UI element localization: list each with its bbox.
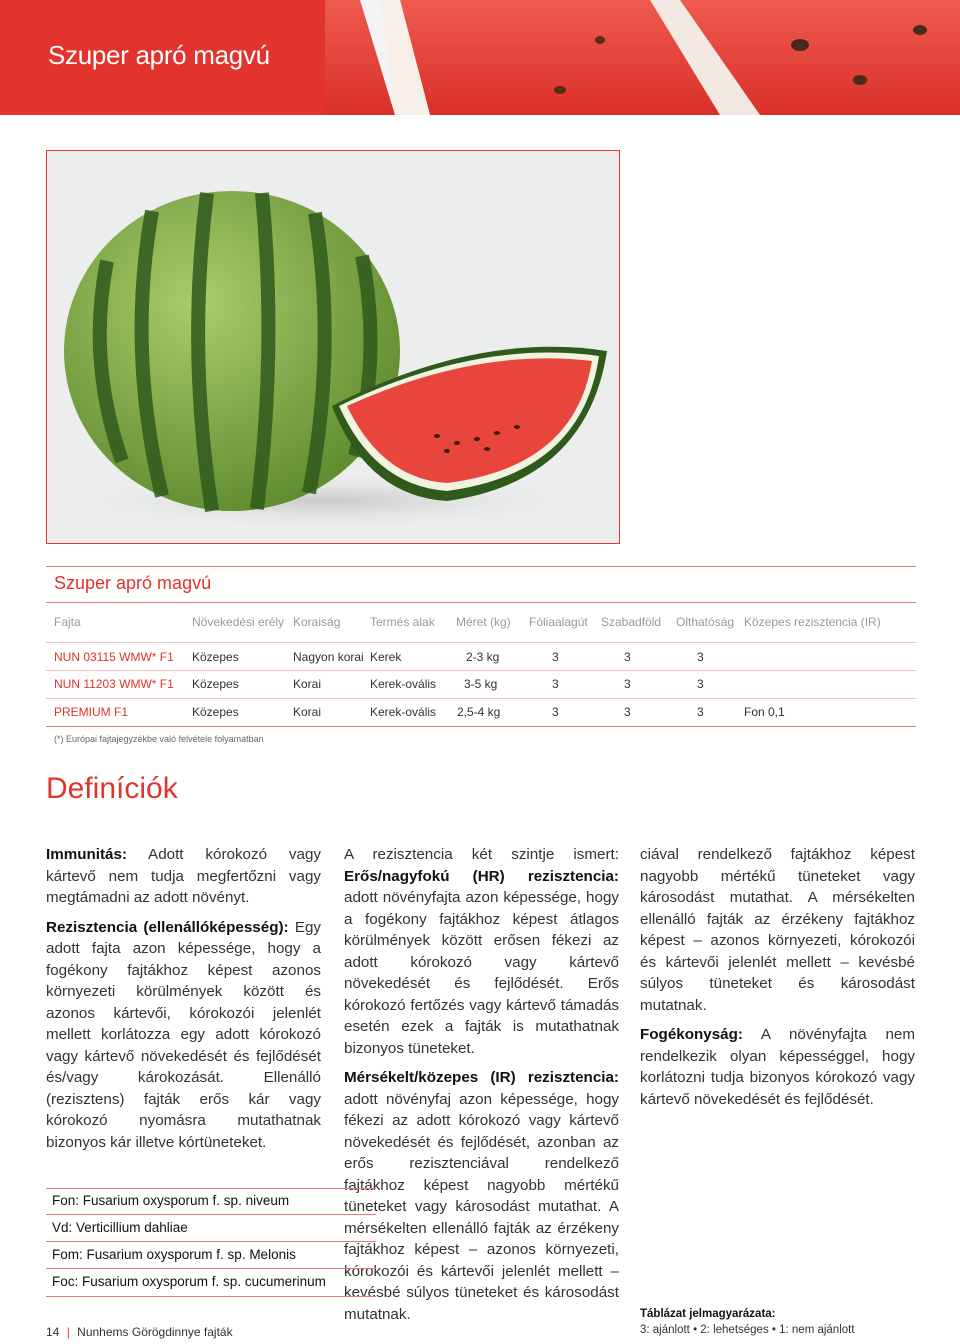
definition-term: Rezisztencia (ellenállóképesség): [46,918,289,936]
column-header: Termés alak [370,615,435,629]
table-cell: 3 [624,650,631,664]
definition-paragraph [46,844,321,909]
table-legend-title: Táblázat jelmagyarázata: [640,1308,776,1320]
definitions-title: Definíciók [46,772,178,805]
table-cell: Nagyon korai [293,650,364,664]
section-rule [46,726,916,727]
column-header: Koraiság [293,615,341,629]
table-cell: Korai [293,705,322,719]
definition-term: Erős/nagyfokú (HR) rezisztencia: [344,867,619,885]
column-header: Szabadföld [601,615,662,629]
table-cell: Közepes [192,677,239,691]
table-legend-text: 3: ajánlott • 2: lehetséges • 1: nem ajánlott [640,1324,855,1336]
section-rule [46,602,916,603]
table-cell: 3 [552,705,559,719]
column-header: Közepes rezisztencia (IR) [744,615,881,629]
definition-paragraph [344,844,619,1059]
table-cell: 3 [624,677,631,691]
column-header: Fóliaalagút [529,615,588,629]
definition-term: Immunitás: [46,846,128,863]
publication-name: Nunhems Görögdinnye fajták [77,1325,233,1339]
definition-term: Mérsékelt/közepes (IR) rezisztencia: [344,1069,619,1086]
abbreviation-name: Fusarium oxysporum f. sp. niveum [79,1193,290,1208]
table-cell: Fon 0,1 [744,705,785,719]
table-cell: 3 [697,650,704,664]
table-rule [46,642,916,643]
table-cell: Kerek [370,650,402,664]
table-rule [46,670,916,671]
page-number: 14 [46,1325,60,1339]
abbreviation-name: Verticillium dahliae [72,1220,188,1235]
table-rule [46,698,916,699]
definitions-column-1 [46,844,321,1161]
table-cell: Közepes [192,705,239,719]
variety-section-title: Szuper apró magvú [54,573,212,593]
definition-paragraph [344,1067,619,1325]
abbreviation-name: Fusarium oxysporum f. sp. Melonis [82,1247,296,1262]
definition-text: ciával rendelkező fajtákhoz képest nagyobb mértékű tüneteket vagy károsodást mutathat. A mérsékelten ellenálló fajták az érzékeny fajtákhoz képest – azonos környezeti, kórokozói és kártevői jelenlét mellett – kevésbé súlyos tüneteket és károsodást mutatnak. [640,846,915,1014]
table-footnote: (*) Európai fajtajegyzékbe való felvétele folyamatban [54,734,264,744]
table-cell: 3 [552,650,559,664]
legend-rule [46,1296,376,1297]
variety-name: NUN 11203 WMW* F1 [54,677,174,691]
table-cell: Kerek-ovális [370,677,437,691]
table-cell: Korai [293,677,322,691]
abbreviation-name: Fusarium oxysporum f. sp. cucumerinum [78,1274,326,1289]
abbreviation-code: Fom: [52,1247,83,1262]
legend-rule [46,1214,376,1215]
legend-rule [46,1241,376,1242]
definitions-column-2 [344,844,619,1333]
definition-paragraph [640,1024,915,1110]
header-banner [0,0,960,115]
abbreviation-item [46,1274,376,1289]
abbreviation-code: Foc: [52,1274,79,1289]
definition-text: adott növényfajta azon képessége, hogy a fogékony fajtákhoz képest átlagos körülmények között erősen fékezi az adott kórokozó vagy kártevő növekedését és fejlődését. Erős kórokozó fertőzés vagy kártevő támadás esetén ezek a fajták is mutathatnak bizonyos tüneteket. [344,889,619,1057]
watermelon-photo [46,150,620,544]
watermelon-illustration [47,151,620,544]
definition-text: Adott kórokozó vagy kártevő nem tudja megfertőzni vagy megtámadni az adott növényt. [46,846,321,906]
table-cell: 3 [697,677,704,691]
variety-name: NUN 03115 WMW* F1 [54,650,174,664]
abbreviation-code: Fon: [52,1193,80,1208]
definition-term: Fogékonyság: [640,1026,743,1043]
header-title-block [0,0,325,115]
page-footer [46,1325,233,1339]
table-cell: 2-3 kg [466,650,500,664]
table-cell: 3-5 kg [464,677,498,691]
column-header: Olthatóság [676,615,735,629]
separator: | [66,1325,70,1339]
table-cell: 2,5-4 kg [457,705,501,719]
table-cell: 3 [697,705,704,719]
abbreviation-item [46,1247,376,1262]
variety-name: PREMIUM F1 [54,705,129,719]
definition-text: Egy adott fajta azon képessége, hogy a fogékony fajtákhoz képest azonos környezeti körülmények között és azonos kártevői, kórokozói jelenlét mellett korlátozza egy adott kórokozó vagy kártevő növekedését és fejlődését és/vagy károkozását. Ellenálló (rezisztens) fajták erős kár vagy kórokozó nyomásra mutathatnak bizonyos kár illetve kórtüneteket. [46,918,322,1151]
table-cell: Közepes [192,650,239,664]
table-cell: 3 [552,677,559,691]
abbreviation-item [46,1220,376,1235]
definition-paragraph [640,844,915,1016]
definitions-column-3 [640,844,915,1118]
abbreviation-item [46,1193,376,1208]
header-title: Szuper apró magvú [48,40,270,70]
table-cell: Kerek-ovális [370,705,437,719]
legend-rule [46,1268,376,1269]
column-header: Növekedési erély [192,615,285,629]
column-header: Méret (kg) [456,615,511,629]
column-header: Fajta [54,615,81,629]
definition-text: A rezisztencia két szintje ismert: [344,846,619,863]
definition-paragraph [46,917,321,1154]
section-rule [46,566,916,567]
table-cell: 3 [624,705,631,719]
legend-rule [46,1188,376,1189]
definition-text: adott növényfaj azon képessége, hogy fékezi az adott kórokozó vagy kártevő növekedését és fejlődését, azonban az erős rezisztenciával rendelkező fajtákhoz képest nagyobb mértékű tüneteket vagy károsodást mutathat. A mérsékelten ellenálló fajták az érzékeny fajtákhoz képest – azonos környezeti, kórokozói és kártevői jelenlét mellett – kevésbé súlyos tüneteket és károsodást mutatnak. [344,1090,619,1323]
abbreviation-code: Vd: [52,1220,73,1235]
definition-text: A növényfajta nem rendelkezik olyan képességgel, hogy korlátozni tudja bizonyos kórokozó vagy kártevő növekedését és fejlődését. [640,1026,915,1108]
